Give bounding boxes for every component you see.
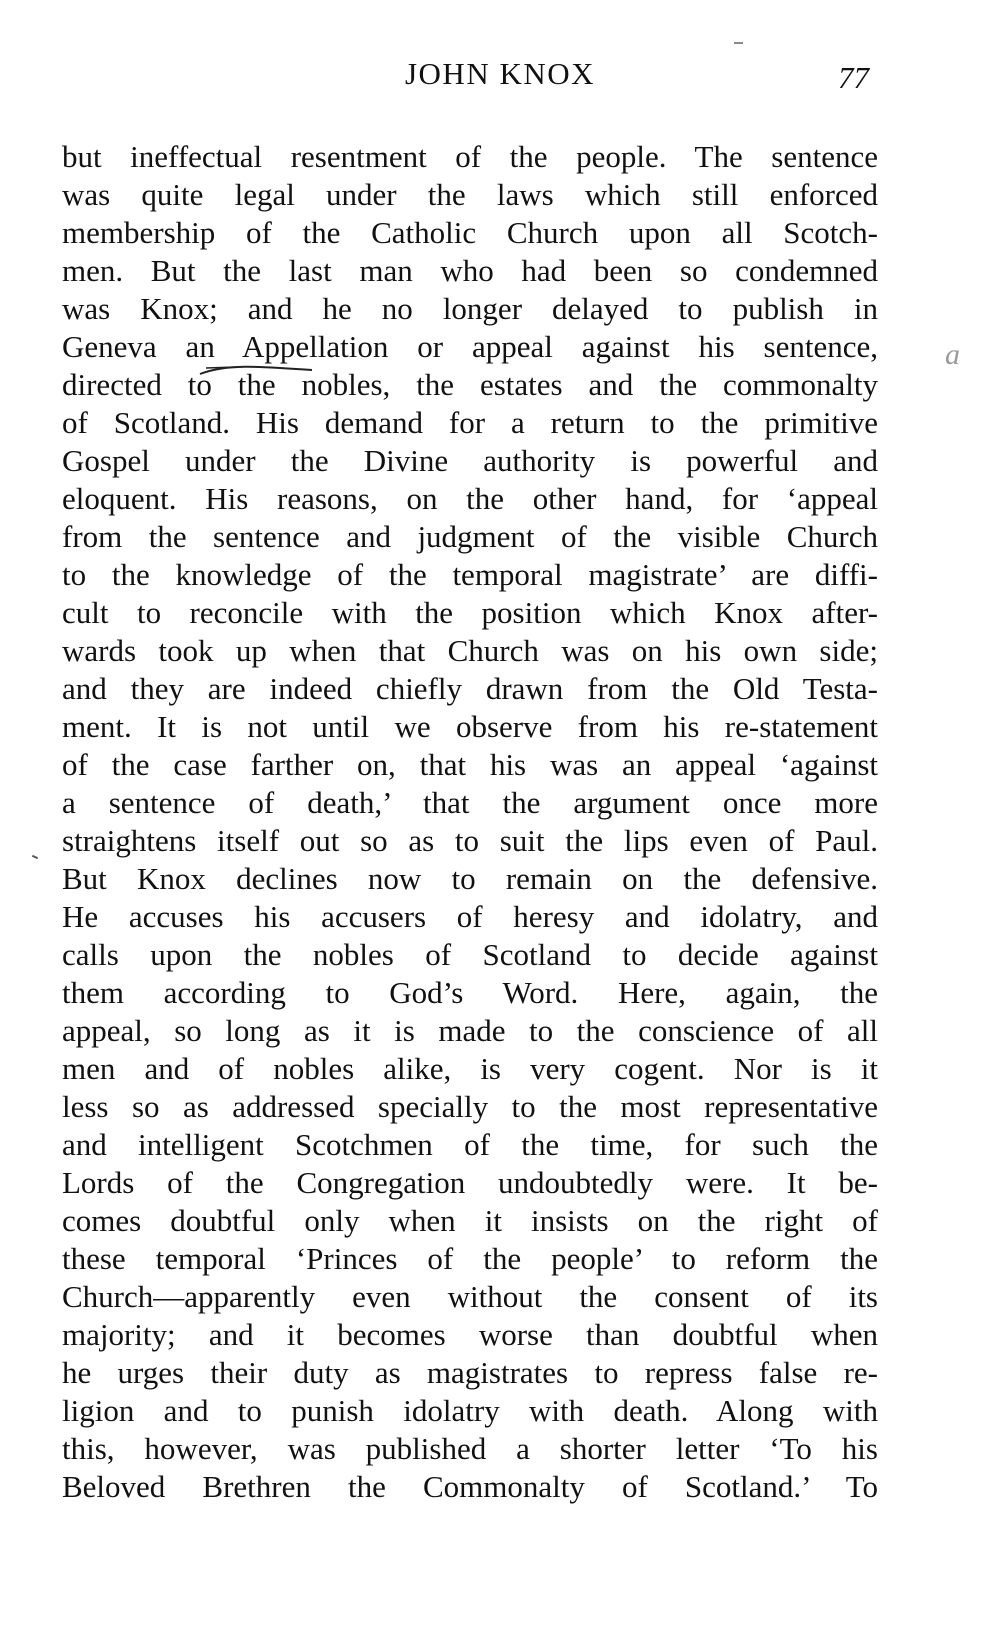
text-line: a sentence of death,’ that the argument once more	[62, 785, 878, 820]
text-line: Geneva an Appellation or appeal against his sentence,	[62, 329, 878, 364]
stray-mark	[734, 42, 743, 44]
text-line: from the sentence and judgment of the visible Church	[62, 519, 878, 554]
text-line: was quite legal under the laws which still enforced	[62, 177, 878, 212]
text-line: directed to the nobles, the estates and the commonalty	[62, 367, 878, 402]
text-line: He accuses his accusers of heresy and idolatry, and	[62, 899, 878, 934]
page-number: 77	[838, 60, 869, 95]
text-line: But Knox declines now to remain on the defensive.	[62, 861, 878, 896]
text-line: of the case farther on, that his was an appeal ‘against	[62, 747, 878, 782]
running-title: JOHN KNOX	[404, 56, 596, 91]
text-line: Lords of the Congregation undoubtedly were. It be-	[62, 1165, 878, 1200]
text-line: and intelligent Scotchmen of the time, for such the	[62, 1127, 878, 1162]
running-header	[0, 56, 1000, 106]
text-line: majority; and it becomes worse than doubtful when	[62, 1317, 878, 1352]
text-line: men and of nobles alike, is very cogent. Nor is it	[62, 1051, 878, 1086]
text-line: appeal, so long as it is made to the conscience of all	[62, 1013, 878, 1048]
body-text	[62, 138, 878, 1506]
text-line: ment. It is not until we observe from his re-statement	[62, 709, 878, 744]
text-line: less so as addressed specially to the most representative	[62, 1089, 878, 1124]
text-line: of Scotland. His demand for a return to the primitive	[62, 405, 878, 440]
text-line: these temporal ‘Princes of the people’ to reform the	[62, 1241, 878, 1276]
text-line: Church—apparently even without the consent of its	[62, 1279, 878, 1314]
text-line: Beloved Brethren the Commonalty of Scotland.’ To	[62, 1469, 878, 1504]
text-line: this, however, was published a shorter letter ‘To his	[62, 1431, 878, 1466]
text-line: was Knox; and he no longer delayed to publish in	[62, 291, 878, 326]
text-line: membership of the Catholic Church upon all Scotch-	[62, 215, 878, 250]
text-line: straightens itself out so as to suit the lips even of Paul.	[62, 823, 878, 858]
ink-strikethrough	[196, 362, 316, 382]
margin-annotation: a	[945, 338, 960, 371]
text-line: cult to reconcile with the position which Knox after-	[62, 595, 878, 630]
text-line: eloquent. His reasons, on the other hand, for ‘appeal	[62, 481, 878, 516]
text-line: he urges their duty as magistrates to repress false re-	[62, 1355, 878, 1390]
text-line: comes doubtful only when it insists on the right of	[62, 1203, 878, 1238]
text-line: but ineffectual resentment of the people. The sentence	[62, 139, 878, 174]
text-line: Gospel under the Divine authority is powerful and	[62, 443, 878, 478]
text-line: ligion and to punish idolatry with death. Along with	[62, 1393, 878, 1428]
text-line: calls upon the nobles of Scotland to decide against	[62, 937, 878, 972]
text-line: them according to God’s Word. Here, again, the	[62, 975, 878, 1010]
margin-mark	[32, 855, 38, 859]
text-line: men. But the last man who had been so condemned	[62, 253, 878, 288]
text-line: to the knowledge of the temporal magistrate’ are diffi-	[62, 557, 878, 592]
text-line: wards took up when that Church was on his own side;	[62, 633, 878, 668]
text-line: and they are indeed chiefly drawn from the Old Testa-	[62, 671, 878, 706]
